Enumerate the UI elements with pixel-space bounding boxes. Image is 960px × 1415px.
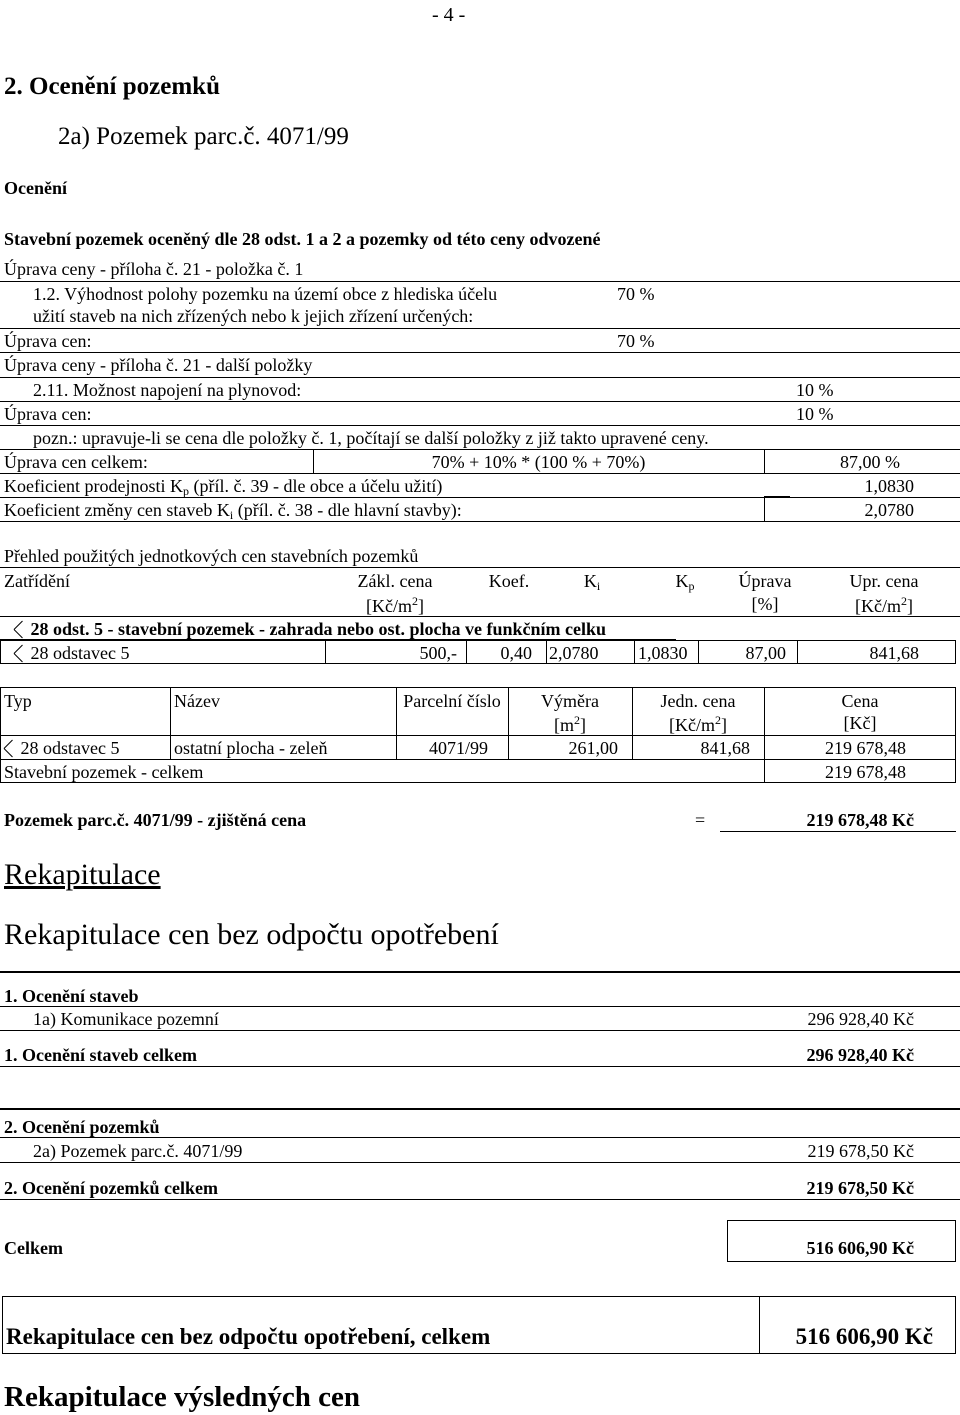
pozemky-row-jedn: 841,68 <box>700 738 750 758</box>
prehled-h-uprava: Úprava <box>738 571 792 591</box>
uprava-group2-title: Úprava ceny - příloha č. 21 - další položky <box>4 355 313 375</box>
separator-line <box>0 328 960 329</box>
uprava-celkem-formula: 70% + 10% * (100 % + 70%) <box>431 452 646 472</box>
uprava-note: pozn.: upravuje-li se cena dle položky č. 1, počítají se další položky z již takto upravené ceny. <box>33 428 709 448</box>
prehled-row-uprava: 87,00 <box>745 643 786 663</box>
rekap-s1-title: 1. Ocenění staveb <box>4 986 139 1006</box>
separator-line <box>0 401 960 402</box>
prehled-h-zakl-unit: $[Kč/m^2]$ <box>366 594 424 616</box>
rekap-s1-item-value: 296 928,40 Kč <box>807 1009 914 1029</box>
ki-value: 2,0780 <box>864 500 914 520</box>
separator-line <box>0 473 960 474</box>
pozemky-h-typ: Typ <box>4 691 32 711</box>
rekap-s1-item: 1a) Komunikace pozemní <box>33 1009 219 1029</box>
prehled-h-koef: Koef. <box>488 571 530 591</box>
prehled-row-upr: 841,68 <box>869 643 919 663</box>
pozemky-row-cena: 219 678,48 <box>825 738 906 758</box>
uprava-celkem-label: Úprava cen celkem: <box>4 452 148 472</box>
rekap-s2-item: 2a) Pozemek parc.č. 4071/99 <box>33 1141 243 1161</box>
uprava-item1-line1: 1.2. Výhodnost polohy pozemku na území obce z hlediska účelu <box>33 284 498 304</box>
zjistena-value: 219 678,48 Kč <box>806 810 914 830</box>
pozemky-row-parc: 4071/99 <box>428 738 488 758</box>
rekap-subtitle: Rekapitulace cen bez odpočtu opotřebení <box>4 918 499 951</box>
uprava-group1-title: Úprava ceny - příloha č. 21 - položka č. 1 <box>4 259 304 279</box>
uprava-cen-label-2: Úprava cen: <box>4 404 92 424</box>
pozemky-h-jedn: Jedn. cena <box>660 691 736 711</box>
rekap-vysledne-title: Rekapitulace výsledných cen <box>4 1381 361 1413</box>
prehled-row-zatrideni: 28 odstavec 5 <box>14 644 129 662</box>
prehled-h-zatrideni: Zatřídění <box>4 571 70 591</box>
prehled-h-uprava-unit: [%] <box>751 594 779 614</box>
section-title: 2. Ocenění pozemků <box>4 73 220 100</box>
prehled-row-kp: 1,0830 <box>638 643 688 663</box>
zjistena-label: Pozemek parc.č. 4071/99 - zjištěná cena <box>4 810 307 830</box>
prehled-row-ki: 2,0780 <box>549 643 599 663</box>
oceneni-label: Ocenění <box>4 178 67 198</box>
ki-label: Koeficient změny cen staveb $K_i$ (příl. č. 38 - dle hlavní stavby): <box>4 500 462 522</box>
kp-label: Koeficient prodejnosti $K_p$ (příl. č. 39 - dle obce a účelu užití) <box>4 476 443 498</box>
separator-line <box>0 281 960 282</box>
prehled-row-koef: 0,40 <box>500 643 532 663</box>
rekap-celkem-value: 516 606,90 Kč <box>806 1238 914 1258</box>
separator-line <box>0 497 960 498</box>
pozemky-total-label: Stavební pozemek - celkem <box>4 762 204 782</box>
uprava-cen-value-2: 10 % <box>796 404 834 424</box>
uprava-celkem-value: 87,00 % <box>840 452 900 472</box>
kp-value: 1,0830 <box>864 476 914 496</box>
pozemky-h-cena-unit: [Kč] <box>843 713 877 733</box>
pozemky-total-value: 219 678,48 <box>825 762 906 782</box>
pozemky-row-nazev: ostatní plocha - zeleň <box>174 738 328 758</box>
prehled-h-zakl: Zákl. cena <box>357 571 433 591</box>
grand-total-label: Rekapitulace cen bez odpočtu opotřebení, celkem <box>6 1324 491 1349</box>
prehled-group-label: 28 odst. 5 - stavební pozemek - zahrada nebo ost. plocha ve funkčním celku <box>14 620 606 638</box>
page-number: - 4 - <box>432 4 466 26</box>
separator-line <box>0 449 960 450</box>
rekap-title: Rekapitulace <box>4 858 161 891</box>
prehled-row-zakl: 500,- <box>419 643 457 663</box>
prehled-h-ki: $K_i$ <box>583 571 601 593</box>
uprava-item2-value: 10 % <box>796 380 834 400</box>
pozemky-h-vymera-unit: $[m^2]$ <box>554 713 586 735</box>
subsection-title: 2a) Pozemek parc.č. 4071/99 <box>58 123 349 150</box>
uprava-item1-line2: užití staveb na nich zřízených nebo k jejich zřízení určených: <box>33 306 474 326</box>
prehled-h-kp: $K_p$ <box>675 571 695 593</box>
separator-line <box>0 377 960 378</box>
pozemky-h-vymera: Výměra <box>541 691 599 711</box>
pozemky-row-typ: 28 odstavec 5 <box>4 739 119 757</box>
zjistena-eq: = <box>695 810 706 830</box>
rekap-s1-total-label: 1. Ocenění staveb celkem <box>4 1045 197 1065</box>
pozemky-h-jedn-unit: $[Kč/m^2]$ <box>669 713 727 735</box>
rekap-s2-title: 2. Ocenění pozemků <box>4 1117 160 1137</box>
separator-line <box>0 352 960 353</box>
rekap-celkem-label: Celkem <box>4 1238 63 1258</box>
uprava-cen-value-1: 70 % <box>617 331 655 351</box>
pozemky-row-vymera: 261,00 <box>568 738 618 758</box>
rekap-s2-total-label: 2. Ocenění pozemků celkem <box>4 1178 218 1198</box>
uprava-item2-line: 2.11. Možnost napojení na plynovod: <box>33 380 302 400</box>
prehled-h-upr: Upr. cena <box>849 571 919 591</box>
pozemky-h-cena: Cena <box>841 691 879 711</box>
basis-line: Stavební pozemek oceněný dle 28 odst. 1 a 2 a pozemky od této ceny odvozené <box>4 229 601 249</box>
pozemky-h-parc: Parcelní číslo <box>403 691 501 711</box>
prehled-h-upr-unit: $[Kč/m^2]$ <box>855 594 913 616</box>
separator-line <box>0 425 960 426</box>
grand-total-value: 516 606,90 Kč <box>795 1324 933 1349</box>
separator-line <box>0 521 960 522</box>
uprava-cen-label-1: Úprava cen: <box>4 331 92 351</box>
uprava-item1-value: 70 % <box>617 284 655 304</box>
prehled-title: Přehled použitých jednotkových cen stavebních pozemků <box>4 546 419 566</box>
pozemky-h-nazev: Název <box>174 691 220 711</box>
rekap-s2-total-value: 219 678,50 Kč <box>806 1178 914 1198</box>
rekap-s1-total-value: 296 928,40 Kč <box>806 1045 914 1065</box>
rekap-s2-item-value: 219 678,50 Kč <box>807 1141 914 1161</box>
